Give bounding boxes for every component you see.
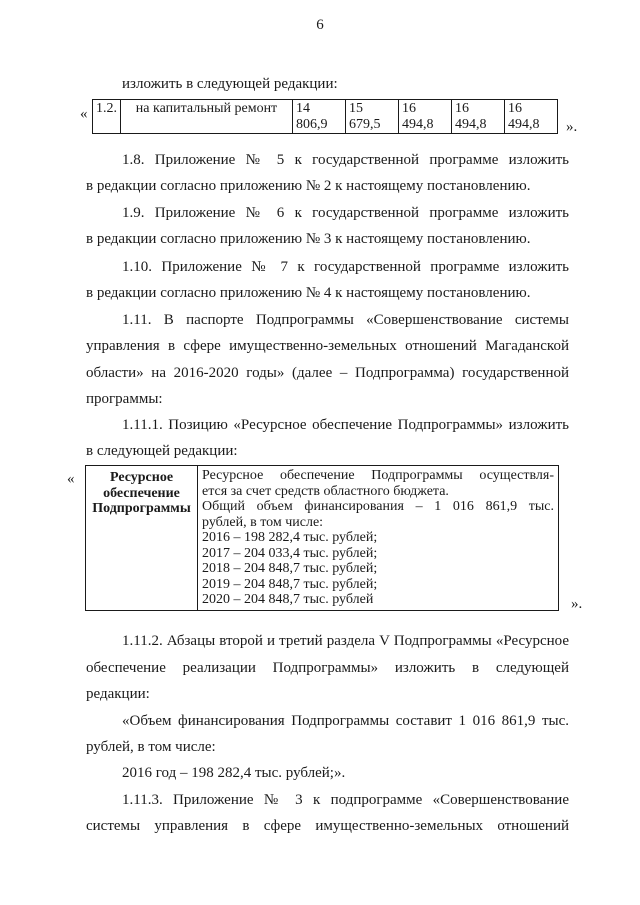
- paragraph-1-8-line2: в редакции согласно приложению № 2 к настоящему постановлению.: [86, 178, 531, 194]
- table-row: [93, 100, 558, 134]
- table-resource-provision: [85, 465, 559, 611]
- paragraph-1-8-line1: 1.8. Приложение № 5 к государственной программе изложить: [122, 152, 569, 168]
- content-line: рублей, в том числе:: [202, 514, 324, 530]
- paragraph-1-11-3-line1: 1.11.3. Приложение № 3 к подпрограмме «Совершенствование: [122, 792, 569, 808]
- value-cell: 15 679,5: [346, 100, 399, 134]
- content-line: Ресурсное обеспечение Подпрограммы осуществля-: [202, 468, 554, 483]
- paragraph-1-11-line4: программы:: [86, 391, 163, 407]
- paragraph-1-11-line1: 1.11. В паспорте Подпрограммы «Совершенствование системы: [122, 312, 569, 328]
- quote-year-line: 2016 год – 198 282,4 тыс. рублей;».: [122, 765, 346, 781]
- resource-header-cell: [86, 466, 198, 611]
- open-quote: «: [67, 471, 75, 487]
- row-label: на капитальный ремонт: [121, 100, 293, 134]
- value-cell: 14 806,9: [293, 100, 346, 134]
- table-capital-repair: [92, 99, 558, 134]
- paragraph-1-11-3-line2: системы управления в сфере имущественно-земельных отношений: [86, 818, 569, 834]
- content-line: 2020 – 204 848,7 тыс. рублей: [202, 592, 374, 607]
- value-cell: 16 494,8: [452, 100, 505, 134]
- paragraph-1-11-1-line1: 1.11.1. Позицию «Ресурсное обеспечение Подпрограммы» изложить: [122, 417, 569, 433]
- close-quote: ».: [571, 596, 583, 612]
- content-line: 2017 – 204 033,4 тыс. рублей;: [202, 545, 378, 561]
- open-quote: «: [80, 106, 88, 122]
- content-line: 2018 – 204 848,7 тыс. рублей;: [202, 561, 378, 576]
- paragraph-1-9-line1: 1.9. Приложение № 6 к государственной программе изложить: [122, 205, 569, 221]
- close-quote: ».: [566, 119, 578, 135]
- quote-line1: «Объем финансирования Подпрограммы составит 1 016 861,9 тыс.: [122, 713, 569, 729]
- paragraph-1-11-2-line3: редакции:: [86, 686, 150, 702]
- paragraph-1-9-line2: в редакции согласно приложению № 3 к настоящему постановлению.: [86, 231, 531, 247]
- content-line: 2016 – 198 282,4 тыс. рублей;: [202, 530, 378, 545]
- paragraph-1-11-2-line1: 1.11.2. Абзацы второй и третий раздела V Подпрограммы «Ресурсное: [122, 633, 569, 649]
- paragraph-1-11-2-line2: обеспечение реализации Подпрограммы» изложить в следующей: [86, 660, 569, 676]
- page-number: 6: [316, 17, 324, 33]
- paragraph-1-11-line3: области» на 2016-2020 годы» (далее – Подпрограмма) государственной: [86, 365, 569, 381]
- paragraph-1-10-line1: 1.10. Приложение № 7 к государственной программе изложить: [122, 259, 569, 275]
- resource-content-cell: [198, 466, 559, 611]
- header-line: Подпрограммы: [92, 501, 191, 516]
- value-cell: 16 494,8: [399, 100, 452, 134]
- paragraph-1-11-line2: управления в сфере имущественно-земельных отношений Магаданской: [86, 338, 569, 354]
- value-cell: 16 494,8: [505, 100, 558, 134]
- paragraph-1-10-line2: в редакции согласно приложению № 4 к настоящему постановлению.: [86, 285, 531, 301]
- intro-text: изложить в следующей редакции:: [122, 76, 338, 92]
- paragraph-1-11-1-line2: в следующей редакции:: [86, 443, 238, 459]
- quote-line2: рублей, в том числе:: [86, 739, 216, 755]
- content-line: 2019 – 204 848,7 тыс. рублей;: [202, 576, 378, 592]
- row-number: 1.2.: [93, 100, 121, 134]
- header-line: обеспечение: [103, 485, 180, 501]
- content-line: ется за счет средств областного бюджета.: [202, 483, 449, 499]
- header-line: Ресурсное: [109, 470, 174, 485]
- table-row: [86, 466, 559, 611]
- content-line: Общий объем финансирования – 1 016 861,9 тыс.: [202, 499, 554, 514]
